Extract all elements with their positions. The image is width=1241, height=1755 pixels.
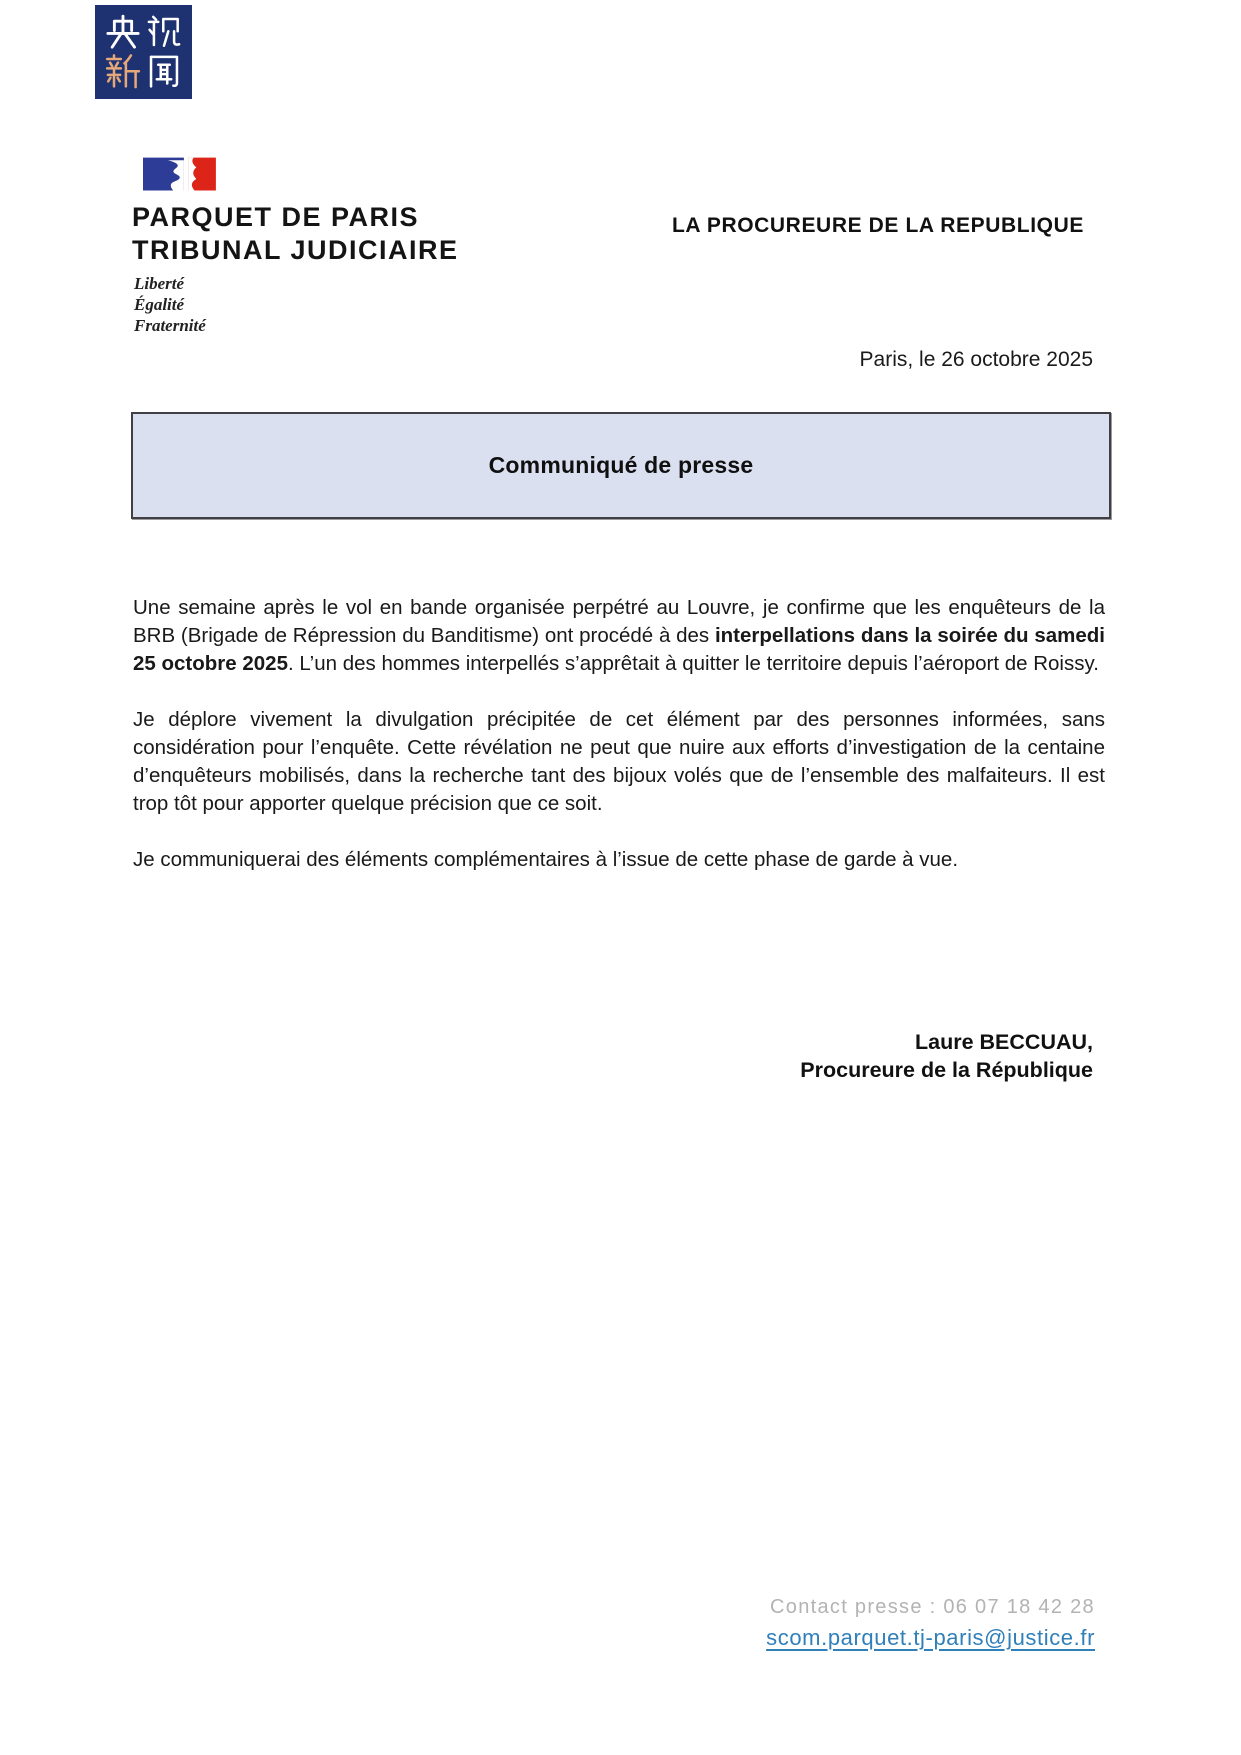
org-name-line2: TRIBUNAL JUDICIAIRE xyxy=(132,235,459,265)
press-contact-phone: Contact presse : 06 07 18 42 28 xyxy=(770,1596,1095,1618)
signature-title: Procureure de la République xyxy=(800,1058,1093,1082)
paragraph-2: Je déplore vivement la divulgation précipitée de cet élément par des personnes informées, sans considération pour l’enquête. Cette révélation ne peut que nuire aux efforts d’investigation de la centaine d’enquêteurs mobilisés, dans la recherche tant des bijoux volés que de l’ensemble des malfaiteurs. Il est trop tôt pour apporter quelque précision que ce soit. xyxy=(133,708,1105,815)
motto xyxy=(134,273,206,336)
body-text xyxy=(133,594,1105,902)
cjk-glyph-yang-icon xyxy=(105,14,141,50)
footer xyxy=(766,1596,1095,1651)
press-release-banner xyxy=(131,412,1111,519)
signature-name: Laure BECCUAU, xyxy=(915,1030,1093,1054)
org-name-line1: PARQUET DE PARIS xyxy=(132,202,420,232)
press-contact-email-link[interactable]: scom.parquet.tj-paris@justice.fr xyxy=(766,1625,1095,1650)
paragraph-3: Je communiquerai des éléments complémentaires à l’issue de cette phase de garde à vue. xyxy=(133,848,959,871)
cjk-glyph-wen-icon xyxy=(146,54,182,90)
office-title: LA PROCUREURE DE LA REPUBLIQUE xyxy=(672,214,1084,237)
cjk-glyph-shi-icon xyxy=(146,14,182,50)
cjk-glyph-xin-icon xyxy=(105,54,141,90)
dateline: Paris, le 26 octobre 2025 xyxy=(859,348,1093,371)
paragraph-1-text-end: . L’un des hommes interpellés s’apprêtait à quitter le territoire depuis l’aéroport de Roissy. xyxy=(287,652,1099,675)
paragraph-1-text: Une semaine après le vol en bande organisée perpétré au Louvre, je confirme que les enquêteurs de la BRB (Brigade de Répression du Banditisme) ont procédé à des xyxy=(133,596,1105,647)
motto-egalite: Égalité xyxy=(134,295,185,314)
org-name xyxy=(132,201,459,267)
motto-fraternite: Fraternité xyxy=(134,316,206,335)
banner-title: Communiqué de presse xyxy=(488,452,754,478)
signature-block xyxy=(800,1028,1093,1084)
motto-liberte: Liberté xyxy=(134,274,185,293)
cctv-news-logo xyxy=(95,5,192,99)
paragraph-1 xyxy=(133,594,1105,678)
french-republic-flag-icon xyxy=(143,156,223,193)
paragraph-1-bold-text: interpellations dans la soirée du samedi 25 octobre 2025 xyxy=(133,624,1105,675)
cctv-news-logo-text xyxy=(95,5,96,6)
